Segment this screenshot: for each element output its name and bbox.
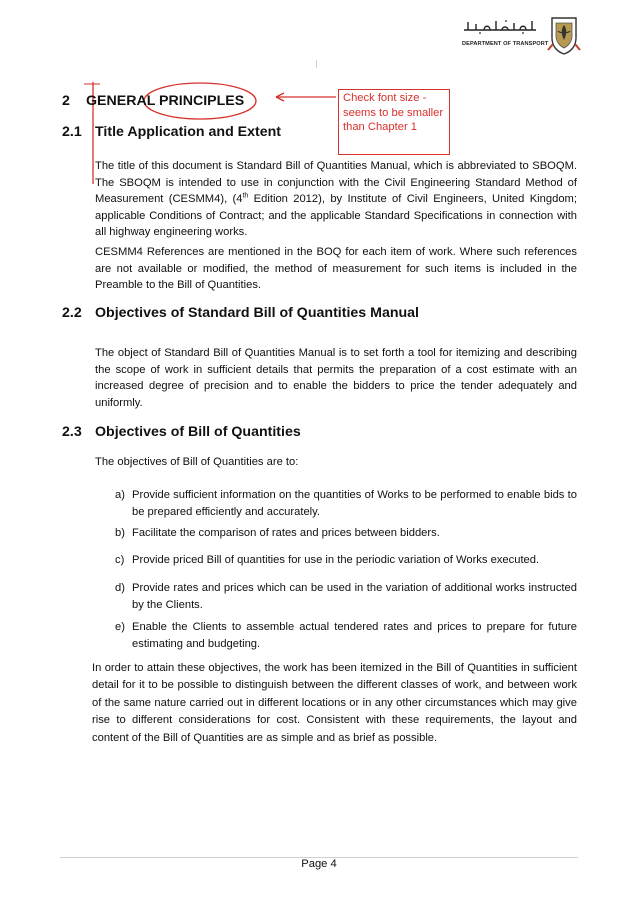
list-item-text: Provide rates and prices which can be used in the variation of additional works instructed by the Clients. (132, 582, 577, 611)
list-item (115, 580, 577, 613)
logo-arabic-text (462, 18, 538, 36)
list-item (115, 619, 577, 652)
subsection-heading-2-2 (62, 305, 419, 321)
section-heading (62, 93, 244, 109)
subsection-number: 2.3 (62, 424, 82, 440)
list-item-text: Provide sufficient information on the quantities of Works to be performed to enable bids to be prepared efficiently and accurately. (132, 489, 577, 518)
arabic-wordmark-icon (462, 18, 538, 36)
arrow-head-icon (276, 93, 284, 101)
paragraph-objectives-intro: The objectives of Bill of Quantities are to: (95, 456, 299, 468)
subsection-number: 2.1 (62, 124, 82, 140)
list-item (115, 552, 577, 569)
subsection-title: Title Application and Extent (95, 124, 282, 140)
superscript-text: th (242, 192, 249, 200)
paragraph-cesmm4-references: CESMM4 References are mentioned in the BOQ for each item of work. Where such references are not available or modified, the method of measurement for such items is included in the Preamble to the Bill of Quantities. (95, 246, 577, 292)
section-title: GENERAL PRINCIPLES (86, 93, 245, 109)
paragraph-title-intro (95, 158, 577, 241)
abu-dhabi-emblem-icon (544, 14, 584, 56)
subsection-number: 2.2 (62, 305, 82, 321)
list-item-label: b) (115, 527, 125, 539)
subsection-title: Objectives of Standard Bill of Quantities Manual (95, 305, 419, 321)
subsection-heading-2-3 (62, 424, 301, 440)
list-item-text: Enable the Clients to assemble actual tendered rates and prices to prepare for future estimating and budgeting. (132, 621, 577, 650)
department-of-transport-logo (462, 14, 582, 56)
list-item-label: d) (115, 582, 125, 594)
list-item (115, 487, 577, 520)
list-item-label: c) (115, 554, 125, 566)
subsection-heading-2-1 (62, 124, 281, 140)
subsection-title: Objectives of Bill of Quantities (95, 424, 301, 440)
paragraph-objectives-closing: In order to attain these objectives, the work has been itemized in the Bill of Quantities in sufficient detail for it to be possible to distinguish between the different classes of work, and between work of the same nature carried out in different locations or in any other circumstances which may give rise to different considerations for cost. Consistent with these requirements, the layout and content of the Bill of Quantities are as simple and as brief as possible. (92, 662, 577, 744)
paragraph-text: The title of this document is Standard Bill of Quantities Manual, which is abbreviated to SBOQM. The SBOQM is intended to use in conjunction with the Civil Engineering Standard Method of Measurement (CESMM4), (4 (95, 160, 577, 206)
review-comment-box[interactable]: Check font size - seems to be smaller than Chapter 1 (338, 89, 450, 155)
list-item-label: e) (115, 621, 125, 633)
list-item-text: Provide priced Bill of quantities for use in the periodic variation of Works executed. (132, 554, 540, 566)
list-item-text: Facilitate the comparison of rates and prices between bidders. (132, 527, 440, 539)
logo-department-name: DEPARTMENT OF TRANSPORT (462, 41, 549, 47)
list-item (115, 525, 577, 542)
section-number: 2 (62, 93, 70, 109)
paragraph-text: Edition 2012), by Institute of Civil Engineers, United Kingdom; applicable Conditions of Contract; and the applicable Standard Specifications in connection with all highway engineering works. (95, 193, 577, 239)
paragraph-manual-objective: The object of Standard Bill of Quantities Manual is to set forth a tool for itemizing and describing the scope of work in sufficient details that permits the preparation of a cost estimate with an increased degree of precision and to enable the bidders to price the tender adequately and uniformly. (95, 347, 577, 409)
header-tick (316, 60, 317, 68)
list-item-label: a) (115, 489, 125, 501)
page-number: Page 4 (301, 858, 337, 870)
